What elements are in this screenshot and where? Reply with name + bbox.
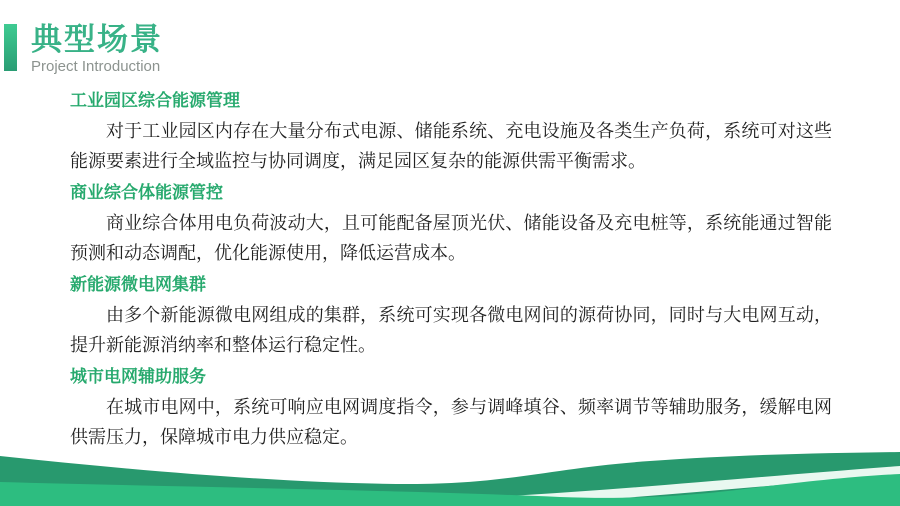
section-heading: 商业综合体能源管控 [70,183,223,202]
footer-wave-decoration [0,440,900,506]
title-block [31,24,163,75]
section-body: 在城市电网中，系统可响应电网调度指令，参与调峰填谷、频率调节等辅助服务，缓解电网供需压力，保障城市电力供应稳定。 [70,397,832,447]
section-city-grid-service [70,362,832,452]
page-subtitle: Project Introduction [31,58,161,75]
section-body: 对于工业园区内存在大量分布式电源、储能系统、充电设施及各类生产负荷，系统可对这些能源要素进行全域监控与协同调度，满足园区复杂的能源供需平衡需求。 [70,121,832,171]
section-heading: 工业园区综合能源管理 [70,91,240,110]
slide-header [4,24,163,75]
section-microgrid-cluster [70,270,832,360]
section-industrial-park [70,86,832,176]
section-heading: 新能源微电网集群 [70,275,206,294]
section-heading: 城市电网辅助服务 [70,367,206,386]
section-body: 由多个新能源微电网组成的集群，系统可实现各微电网间的源荷协同，同时与大电网互动，提升新能源消纳率和整体运行稳定性。 [70,305,832,355]
section-commercial-complex [70,178,832,268]
section-body: 商业综合体用电负荷波动大，且可能配备屋顶光伏、储能设备及充电桩等，系统能通过智能预测和动态调配，优化能源使用，降低运营成本。 [70,213,832,263]
content [70,86,832,454]
page-title: 典型场景 [31,22,163,57]
title-accent-bar [4,24,17,71]
